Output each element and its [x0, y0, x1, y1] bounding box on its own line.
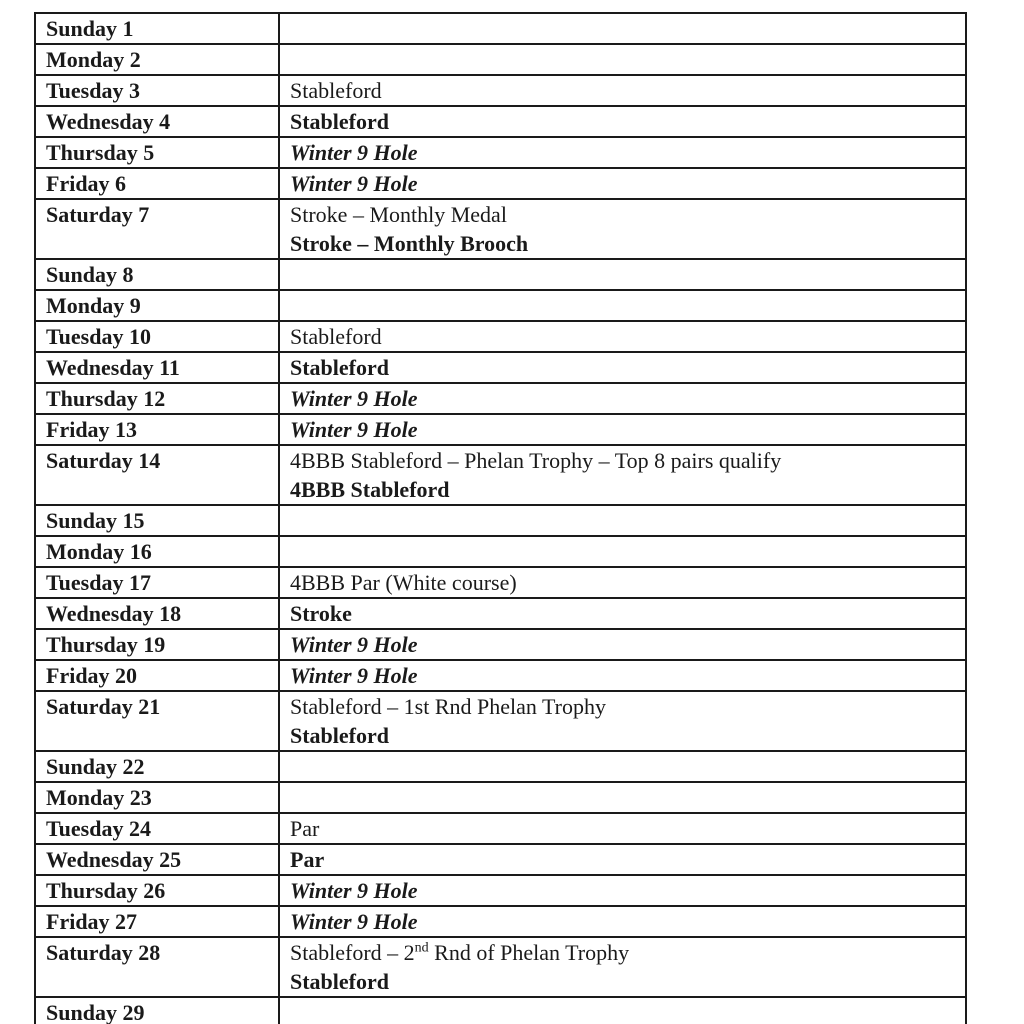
event-cell [279, 997, 966, 1024]
table-row [35, 813, 966, 844]
event-line: Winter 9 Hole [290, 632, 418, 657]
event-cell [279, 259, 966, 290]
event-cell [279, 137, 966, 168]
event-cell [279, 660, 966, 691]
event-cell [279, 321, 966, 352]
event-cell [279, 168, 966, 199]
table-row [35, 414, 966, 445]
event-cell [279, 106, 966, 137]
day-cell: Monday 2 [35, 44, 279, 75]
event-line: Winter 9 Hole [290, 878, 418, 903]
day-cell: Thursday 19 [35, 629, 279, 660]
event-cell [279, 290, 966, 321]
event-line: 4BBB Par (White course) [290, 570, 517, 595]
event-cell [279, 691, 966, 751]
event-cell [279, 751, 966, 782]
event-line [290, 938, 965, 967]
event-line: Winter 9 Hole [290, 386, 418, 411]
table-row [35, 106, 966, 137]
event-cell [279, 844, 966, 875]
event-cell [279, 536, 966, 567]
table-row [35, 751, 966, 782]
table-row [35, 567, 966, 598]
day-cell: Saturday 7 [35, 199, 279, 259]
table-row [35, 844, 966, 875]
event-cell [279, 75, 966, 106]
event-cell [279, 505, 966, 536]
table-row [35, 906, 966, 937]
event-line: Winter 9 Hole [290, 663, 418, 688]
event-line: Winter 9 Hole [290, 171, 418, 196]
table-row [35, 383, 966, 414]
event-line: Stroke [290, 601, 352, 626]
day-cell: Sunday 1 [35, 13, 279, 44]
event-line: 4BBB Stableford [290, 477, 450, 502]
day-cell: Sunday 29 [35, 997, 279, 1024]
day-cell: Monday 23 [35, 782, 279, 813]
day-cell: Wednesday 25 [35, 844, 279, 875]
event-cell [279, 13, 966, 44]
event-line: 4BBB Stableford – Phelan Trophy – Top 8 pairs qualify [290, 448, 782, 473]
event-line: Par [290, 847, 325, 872]
schedule-table [34, 12, 967, 1024]
table-row [35, 13, 966, 44]
day-cell: Tuesday 10 [35, 321, 279, 352]
day-cell: Monday 16 [35, 536, 279, 567]
event-cell [279, 383, 966, 414]
event-line: Stableford [290, 969, 389, 994]
table-row [35, 445, 966, 505]
day-cell: Sunday 15 [35, 505, 279, 536]
day-cell: Saturday 28 [35, 937, 279, 997]
day-cell: Saturday 14 [35, 445, 279, 505]
day-cell: Friday 20 [35, 660, 279, 691]
day-cell: Friday 6 [35, 168, 279, 199]
event-line: Par [290, 816, 320, 841]
table-row [35, 997, 966, 1024]
day-cell: Wednesday 4 [35, 106, 279, 137]
day-cell: Saturday 21 [35, 691, 279, 751]
day-cell: Thursday 5 [35, 137, 279, 168]
day-cell: Tuesday 24 [35, 813, 279, 844]
event-cell [279, 875, 966, 906]
event-cell [279, 598, 966, 629]
day-cell: Tuesday 17 [35, 567, 279, 598]
table-row [35, 937, 966, 997]
table-row [35, 782, 966, 813]
day-cell: Friday 27 [35, 906, 279, 937]
table-row [35, 321, 966, 352]
day-cell: Monday 9 [35, 290, 279, 321]
day-cell: Sunday 8 [35, 259, 279, 290]
event-line: Stableford – 1st Rnd Phelan Trophy [290, 694, 606, 719]
day-cell: Sunday 22 [35, 751, 279, 782]
event-cell [279, 906, 966, 937]
schedule-body [35, 13, 966, 1024]
event-line: Stableford [290, 723, 389, 748]
ordinal-number: 2 [403, 940, 415, 965]
table-row [35, 259, 966, 290]
day-cell: Tuesday 3 [35, 75, 279, 106]
table-row [35, 536, 966, 567]
table-row [35, 199, 966, 259]
event-cell [279, 199, 966, 259]
event-line: Stableford [290, 355, 389, 380]
event-line: Winter 9 Hole [290, 909, 418, 934]
day-cell: Friday 13 [35, 414, 279, 445]
table-row [35, 137, 966, 168]
table-row [35, 598, 966, 629]
event-cell [279, 414, 966, 445]
day-cell: Wednesday 18 [35, 598, 279, 629]
table-row [35, 660, 966, 691]
event-cell [279, 567, 966, 598]
event-line: Stroke – Monthly Brooch [290, 231, 529, 256]
table-row [35, 168, 966, 199]
event-cell [279, 44, 966, 75]
event-cell [279, 445, 966, 505]
event-line: Stableford [290, 78, 382, 103]
table-row [35, 44, 966, 75]
day-cell: Thursday 26 [35, 875, 279, 906]
table-row [35, 75, 966, 106]
ordinal [404, 940, 429, 965]
ordinal-suffix: nd [414, 940, 429, 956]
event-cell [279, 629, 966, 660]
table-row [35, 629, 966, 660]
day-cell: Wednesday 11 [35, 352, 279, 383]
table-row [35, 352, 966, 383]
event-line: Winter 9 Hole [290, 140, 418, 165]
event-cell [279, 813, 966, 844]
table-row [35, 875, 966, 906]
table-row [35, 505, 966, 536]
event-cell [279, 352, 966, 383]
event-line: Stableford [290, 109, 389, 134]
table-row [35, 691, 966, 751]
event-text: Stableford – [290, 940, 404, 965]
table-row [35, 290, 966, 321]
event-line: Stableford [290, 324, 382, 349]
day-cell: Thursday 12 [35, 383, 279, 414]
event-cell [279, 782, 966, 813]
event-line: Stroke – Monthly Medal [290, 202, 507, 227]
event-text-suffix: Rnd of Phelan Trophy [428, 940, 630, 965]
event-cell [279, 937, 966, 997]
event-line: Winter 9 Hole [290, 417, 418, 442]
